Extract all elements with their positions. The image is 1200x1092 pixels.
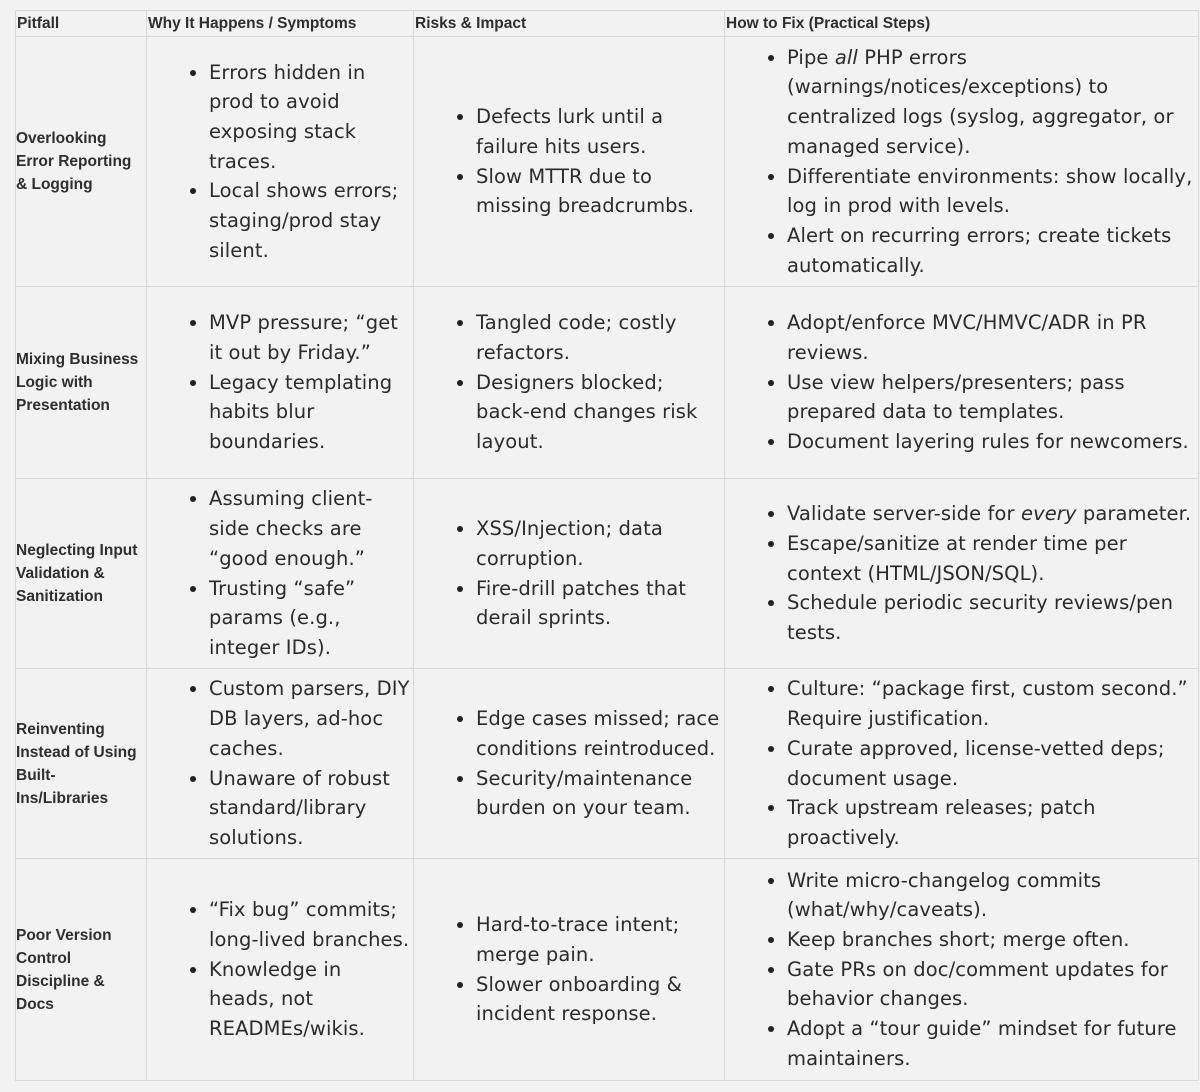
why-list bbox=[147, 484, 413, 662]
risks-cell bbox=[414, 479, 725, 669]
header-risks: Risks & Impact bbox=[414, 11, 725, 37]
pitfalls-table bbox=[15, 10, 1199, 1081]
list-item: • Write micro-changelog commits (what/why/caveats). bbox=[787, 866, 1196, 925]
table-row bbox=[16, 479, 1199, 669]
fix-text: Validate server-side for bbox=[787, 502, 1021, 526]
fix-text: PHP errors (warnings/notices/exceptions) to centralized logs (syslog, aggregator, or managed service). bbox=[787, 45, 1174, 158]
pitfall-cell: Poor Version Control Discipline & Docs bbox=[16, 859, 147, 1081]
why-list bbox=[147, 58, 413, 266]
list-item: • MVP pressure; “get it out by Friday.” bbox=[209, 308, 411, 367]
fix-cell bbox=[725, 669, 1199, 859]
list-item: • Keep branches short; merge often. bbox=[787, 925, 1196, 955]
list-item: • Fire-drill patches that derail sprints. bbox=[476, 574, 722, 633]
fix-cell bbox=[725, 287, 1199, 479]
list-item: • Culture: “package first, custom second.” Require justification. bbox=[787, 674, 1196, 733]
list-item bbox=[787, 43, 1196, 162]
list-item: • Track upstream releases; patch proactively. bbox=[787, 793, 1196, 852]
list-item: • Escape/sanitize at render time per context (HTML/JSON/SQL). bbox=[787, 529, 1196, 588]
list-item bbox=[787, 499, 1196, 529]
why-cell bbox=[147, 669, 414, 859]
fix-text: Pipe bbox=[787, 45, 835, 69]
why-cell bbox=[147, 859, 414, 1081]
risks-list bbox=[414, 102, 724, 221]
why-cell bbox=[147, 37, 414, 287]
list-item: • Document layering rules for newcomers. bbox=[787, 427, 1196, 457]
risks-list bbox=[414, 910, 724, 1029]
list-item: • Differentiate environments: show locally, log in prod with levels. bbox=[787, 162, 1196, 221]
fix-list bbox=[725, 308, 1198, 457]
list-item: • XSS/Injection; data corruption. bbox=[476, 514, 722, 573]
list-item: • Assuming client-side checks are “good enough.” bbox=[209, 484, 411, 573]
fix-list bbox=[725, 499, 1198, 648]
fix-list bbox=[725, 866, 1198, 1074]
why-list bbox=[147, 895, 413, 1044]
list-item: • Adopt a “tour guide” mindset for future maintainers. bbox=[787, 1014, 1196, 1073]
list-item: • Curate approved, license-vetted deps; document usage. bbox=[787, 734, 1196, 793]
fix-text: parameter. bbox=[1076, 502, 1192, 526]
list-item: • Unaware of robust standard/library solutions. bbox=[209, 764, 411, 853]
list-item: • Edge cases missed; race conditions reintroduced. bbox=[476, 704, 722, 763]
list-item: • Use view helpers/presenters; pass prepared data to templates. bbox=[787, 368, 1196, 427]
table-row bbox=[16, 287, 1199, 479]
fix-cell bbox=[725, 859, 1199, 1081]
header-why: Why It Happens / Symptoms bbox=[147, 11, 414, 37]
header-pitfall: Pitfall bbox=[16, 11, 147, 37]
list-item: • Tangled code; costly refactors. bbox=[476, 308, 722, 367]
why-list bbox=[147, 674, 413, 852]
risks-list bbox=[414, 514, 724, 633]
list-item: • Alert on recurring errors; create tickets automatically. bbox=[787, 221, 1196, 280]
table-row bbox=[16, 859, 1199, 1081]
fix-list bbox=[725, 43, 1198, 281]
list-item: • Security/maintenance burden on your team. bbox=[476, 764, 722, 823]
list-item: • Knowledge in heads, not READMEs/wikis. bbox=[209, 955, 411, 1044]
list-item: • Custom parsers, DIY DB layers, ad-hoc caches. bbox=[209, 674, 411, 763]
table-row bbox=[16, 669, 1199, 859]
why-list bbox=[147, 308, 413, 457]
why-cell bbox=[147, 287, 414, 479]
fix-cell bbox=[725, 37, 1199, 287]
pitfall-cell: Neglecting Input Validation & Sanitization bbox=[16, 479, 147, 669]
why-cell bbox=[147, 479, 414, 669]
risks-cell bbox=[414, 37, 725, 287]
list-item: • Schedule periodic security reviews/pen tests. bbox=[787, 588, 1196, 647]
list-item: • Legacy templating habits blur boundaries. bbox=[209, 368, 411, 457]
list-item: • Designers blocked; back-end changes risk layout. bbox=[476, 368, 722, 457]
risks-list bbox=[414, 704, 724, 823]
header-row bbox=[16, 11, 1199, 37]
list-item: • Slow MTTR due to missing breadcrumbs. bbox=[476, 162, 722, 221]
fix-list bbox=[725, 674, 1198, 852]
list-item: • Errors hidden in prod to avoid exposing stack traces. bbox=[209, 58, 411, 177]
list-item: • Defects lurk until a failure hits users. bbox=[476, 102, 722, 161]
pitfall-cell: Overlooking Error Reporting & Logging bbox=[16, 37, 147, 287]
pitfall-cell: Mixing Business Logic with Presentation bbox=[16, 287, 147, 479]
list-item: • Hard-to-trace intent; merge pain. bbox=[476, 910, 722, 969]
fix-emphasis: all bbox=[834, 45, 858, 69]
header-fix: How to Fix (Practical Steps) bbox=[725, 11, 1199, 37]
risks-cell bbox=[414, 287, 725, 479]
list-item: • Trusting “safe” params (e.g., integer IDs). bbox=[209, 574, 411, 663]
list-item: • Adopt/enforce MVC/HMVC/ADR in PR reviews. bbox=[787, 308, 1196, 367]
fix-emphasis: every bbox=[1020, 502, 1077, 526]
list-item: • Gate PRs on doc/comment updates for behavior changes. bbox=[787, 955, 1196, 1014]
list-item: • “Fix bug” commits; long-lived branches. bbox=[209, 895, 411, 954]
risks-cell bbox=[414, 859, 725, 1081]
list-item: • Slower onboarding & incident response. bbox=[476, 970, 722, 1029]
pitfall-cell: Reinventing Instead of Using Built-Ins/Libraries bbox=[16, 669, 147, 859]
risks-list bbox=[414, 308, 724, 457]
fix-cell bbox=[725, 479, 1199, 669]
risks-cell bbox=[414, 669, 725, 859]
table-row bbox=[16, 37, 1199, 287]
list-item: • Local shows errors; staging/prod stay silent. bbox=[209, 176, 411, 265]
